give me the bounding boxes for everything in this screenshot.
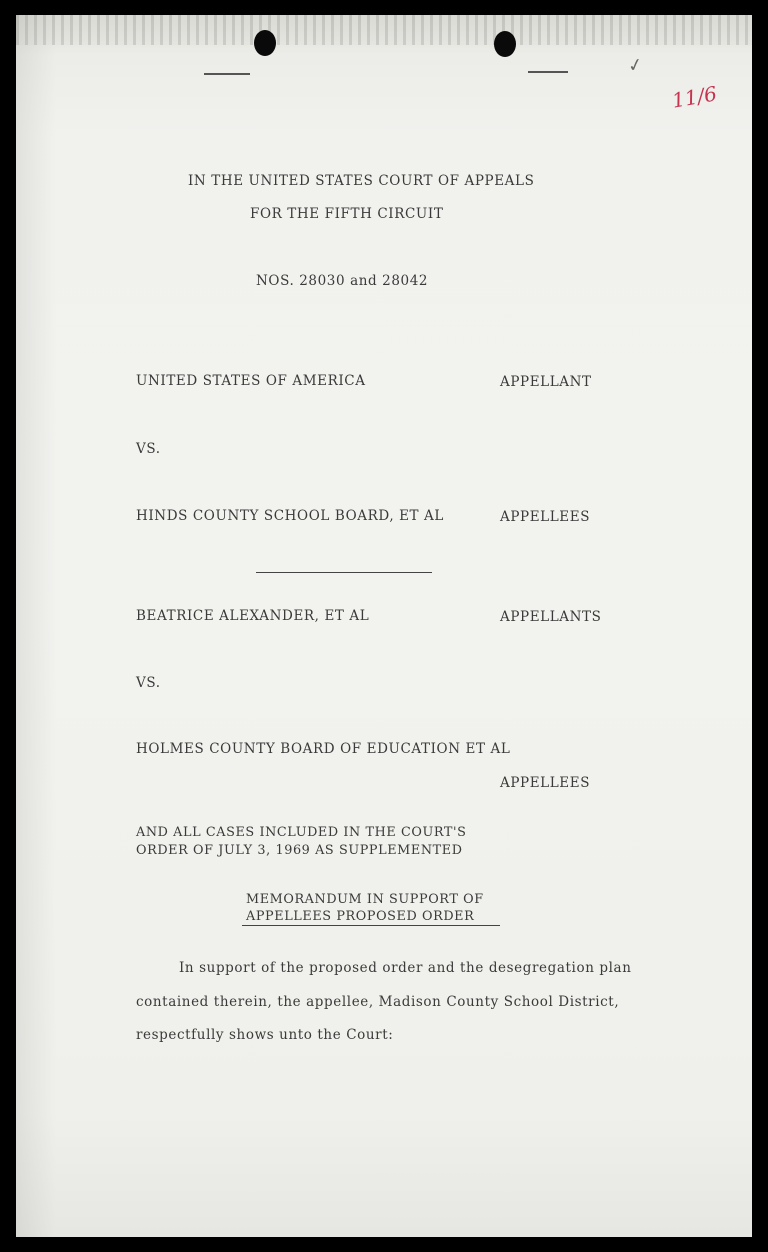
case2-party2-role: APPELLEES (500, 775, 591, 791)
fold-mark-right (528, 71, 568, 73)
case2-party1-role: APPELLANTS (500, 609, 602, 625)
punch-hole-left (254, 30, 276, 56)
paper-top-edge-grime (16, 15, 752, 45)
body-line-2: contained therein, the appellee, Madison County School District, (136, 994, 620, 1010)
memo-title-underline (242, 925, 500, 926)
case2-party2: HOLMES COUNTY BOARD OF EDUCATION ET AL (136, 741, 511, 757)
court-name-line-2: FOR THE FIFTH CIRCUIT (250, 206, 444, 222)
body-line-1: In support of the proposed order and the desegregation plan (179, 960, 632, 976)
case2-vs: VS. (136, 675, 161, 691)
case1-party1-role: APPELLANT (500, 374, 592, 390)
fold-mark-left (204, 73, 250, 75)
paper-left-shadow (16, 15, 56, 1237)
body-line-3: respectfully shows unto the Court: (136, 1027, 394, 1043)
paper-sheet (16, 15, 752, 1237)
included-cases-line-1: AND ALL CASES INCLUDED IN THE COURT'S (136, 825, 467, 840)
case1-party1: UNITED STATES OF AMERICA (136, 373, 366, 389)
included-cases-line-2: ORDER OF JULY 3, 1969 AS SUPPLEMENTED (136, 843, 463, 858)
check-mark: ✓ (625, 53, 646, 78)
case1-party2: HINDS COUNTY SCHOOL BOARD, ET AL (136, 508, 444, 524)
memo-title-line-2: APPELLEES PROPOSED ORDER (246, 909, 475, 924)
case1-vs: VS. (136, 441, 161, 457)
punch-hole-right (494, 31, 516, 57)
court-name-line-1: IN THE UNITED STATES COURT OF APPEALS (188, 173, 535, 189)
case-separator-rule (256, 572, 432, 573)
case-numbers: NOS. 28030 and 28042 (256, 273, 429, 289)
case1-party2-role: APPELLEES (500, 509, 591, 525)
handwritten-page-number: 11/6 (670, 81, 719, 113)
case2-party1: BEATRICE ALEXANDER, ET AL (136, 608, 370, 624)
memo-title-line-1: MEMORANDUM IN SUPPORT OF (246, 892, 484, 907)
